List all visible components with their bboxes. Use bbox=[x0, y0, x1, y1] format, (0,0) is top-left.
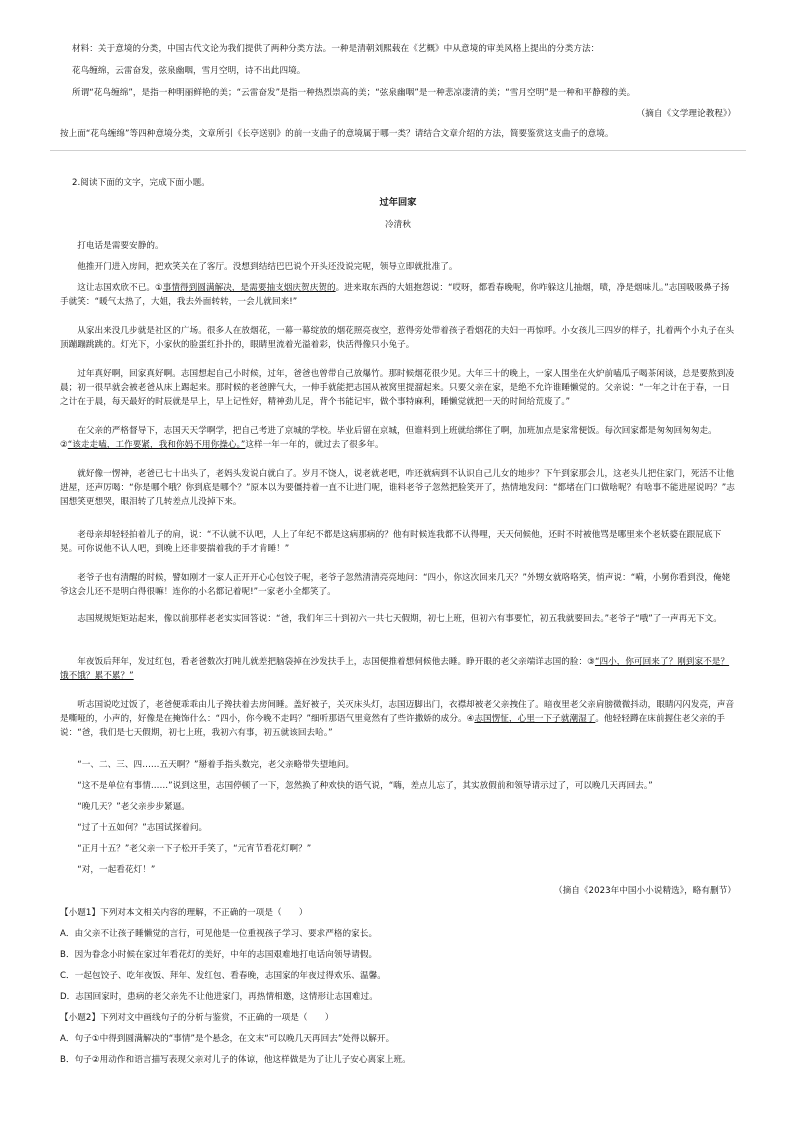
para-13: “一、二、三、四……五天啊？”掰着手指头数完，老父亲略带失望地问。 bbox=[77, 760, 355, 770]
question-2-stem: 【小题2】下列对文中画线句子的分析与鉴赏，不正确的一项是（ ） bbox=[60, 1013, 334, 1023]
section-divider bbox=[50, 150, 746, 151]
para-9: 老爷子也有清醒的时候，譬如刚才一家人正开开心心包饺子呢，老爷子忽然清清亮亮地问：“四小，你这次回来几天？”外甥女就咯咯笑，悄声说：“嗬，小舅你看到没，俺姥爷这会儿还不是明白得很嘛！连你的小名都记着呢!”一家老小全都笑了。 bbox=[60, 573, 731, 597]
question-1-stem: 【小题1】下列对本文相关内容的理解，不正确的一项是（ ） bbox=[60, 908, 308, 918]
para-5: 过年真好啊，回家真好啊。志国想起自己小时候，过年，爸爸也曾带自己放爆竹。那时候烟花很少见。大年三十的晚上，一家人围坐在火炉前嗑瓜子喝茶闲谈，总是要熬到凌晨；初一很早就会被老爸从床上踢起来。那时候的老爸脾气大，一伸手就能把志国从被窝里提溜起来。只要父亲在家，是绝不允许谁睡懒觉的。父亲说：“一年之计在于春，一日之计在于晨，每天最好的时辰就是早上，早上记性好，精神劲儿足，背个书能记牢，做个事特麻利，睡懒觉就把一天的时间给荒废了。” bbox=[60, 369, 735, 407]
underline-sentence-3: “四小，你可回来了？刚到家不是？饿不饿？累不累？” bbox=[60, 657, 730, 681]
para-4: 从家出来没几步就是社区的广场。很多人在放烟花，一幕一幕绽放的烟花照亮夜空，惹得旁处带着孩子看烟花的夫妇一再惊呼。小女孩儿三四岁的样子，扎着两个小丸子在头顶蹦蹦跳跳的。灯光下，小家伙的脸蛋红扑扑的，眼睛里流着光溢着彩，快活得像只小兔子。 bbox=[60, 326, 735, 350]
article-title: 过年回家 bbox=[379, 197, 417, 208]
para-10: 志国规规矩矩站起来，像以前那样老老实实回答说：“爸，我们年三十到初六一共七天假期，初七上班，但初六有事要忙，初五我就要回去。”老爷子“哦”了一声再无下文。 bbox=[77, 614, 722, 624]
question-2-option-a: A．句子①中得到圆满解决的“事情”是个悬念，在文末“可以晚几天再回去”处得以解开。 bbox=[60, 1034, 395, 1044]
para-8: 老母亲却轻轻拍着儿子的肩，说：“不认就不认吧，人上了年纪不都是这病那病的？他有时候连我都不认得哩，天天伺候他，还时不时被他骂是哪里来个老妖婆在跟屁底下晃。可你说他不认人吧，到晚上还非要揣着我的手才肯睡！” bbox=[60, 530, 722, 554]
para-18: “对，一起看花灯！” bbox=[77, 865, 156, 875]
question-1-option-b: B．因为眷念小时候在家过年看花灯的美好，中年的志国艰难地打电话向领导请假。 bbox=[60, 950, 378, 960]
section2-intro: 2.阅读下面的文字，完成下面小题。 bbox=[72, 178, 210, 188]
para-14: “这不是单位有事情……”说到这里，志国停顿了一下，忽然换了种欢快的语气说，“嗨，差点儿忘了，其实放假前和领导请示过了，可以晚几天再回去。” bbox=[77, 781, 653, 791]
material-source: （摘自《文学理论教程》） bbox=[636, 109, 736, 119]
para-3: 这让志国欢欣不已。①事情得到圆满解决，是需要抽支烟庆贺庆贺的。进来取东西的大姐抱怨说：“哎呀，都看春晚呢，你咋躲这儿抽烟，啧，净是烟味儿。”志国吸吸鼻子扬手就笑：“暖气太热了，大姐，我去外面转转，一会儿就回来!” bbox=[60, 283, 730, 307]
article-author: 冷清秋 bbox=[385, 220, 411, 230]
article-source: （摘自《2023年中国小小说精选》，略有删节） bbox=[553, 886, 736, 896]
underline-sentence-2: “该走走嗑，工作要紧，我和你妈不用你操心。” bbox=[67, 440, 246, 450]
underline-sentence-4: 志国愣怔，心里一下子就潮湿了 bbox=[474, 714, 596, 724]
para-15: “晚几天？”老父亲步步紧逼。 bbox=[77, 802, 190, 812]
question-1-option-d: D．志国回家时，患病的老父亲先不让他进家门，再热情相邀，这情形让志国难过。 bbox=[60, 992, 378, 1002]
para-1: 打电话是需要安静的。 bbox=[77, 241, 164, 251]
para-2: 他推开门进入房间，把欢笑关在了客厅。没想到结结巴巴说个开头还没说完呢，领导立即就批准了。 bbox=[77, 262, 458, 272]
material-intro: 材料：关于意境的分类，中国古代文论为我们提供了两种分类方法。一种是清朝刘熙载在《艺概》中从意境的审美风格上提出的分类方法： bbox=[72, 44, 600, 54]
material-question: 按上面“花鸟缠绵”等四种意境分类，文章所引《长亭送别》的前一支曲子的意境属于哪一类？请结合文章介绍的方法，简要鉴赏这支曲子的意境。 bbox=[60, 129, 614, 139]
para-17: “正月十五？”老父亲一下子松开手笑了，“元宵节看花灯啊？” bbox=[77, 844, 312, 854]
para-16: “过了十五如何？”志国试探着问。 bbox=[77, 823, 208, 833]
para-7: 就好像一愣神，老爸已七十出头了，老妈头发说白就白了。岁月不饶人，说老就老吧，咋还就病到不认识自己儿女的地步？下午到家那会儿，这老头儿把住家门，死活不让他进屋，还声厉喝：“你是哪个哦？你到底是哪个？”原本以为要僵持着一直不让进门呢，谁料老爷子忽然把脸笑开了，热情地发问：“都堵在门口做啥呢？有啥事不能进屋说吗？”志国想笑更想哭，眼泪转了几转差点儿没掉下来。 bbox=[60, 469, 735, 507]
para-6: 在父亲的严格督导下，志国天天学啊学，把自己考进了京城的学校。毕业后留在京城，但谁料到上班就给绑住了啊，加班加点是家常便饭。每次回家都是匆匆回匆匆走。②“该走走嗑，工作要紧，我和你妈不用你操心。”这样一年一年的，就过去了很多年。 bbox=[60, 426, 717, 450]
material-explanation: 所谓“花鸟缠绵”，是指一种明丽鲜艳的美；“云雷奋发”是指一种热烈崇高的美；“弦泉幽咽”是一种悲凉凄清的美；“雪月空明”是一种和平静穆的美。 bbox=[72, 88, 636, 98]
para-12: 听志国说吃过饭了，老爸便乖乖由儿子搀扶着去房间睡。盖好被子，关灭床头灯，志国迈脚出门，衣襟却被老父亲拽住了。暗夜里老父亲肩膀微微抖动，眼睛闪闪发亮，声音是嘶哑的，小声的，好像是在掩饰什么：“四小，你今晚不走吗？”细听那语气里竟然有了些许撒娇的成分。④志国愣怔，心里一下子就潮湿了。他轻轻蹲在床前握住老父亲的手说：“爸，我们是七天假期，初七上班，我初六有事，初五就该回去哈。” bbox=[60, 700, 735, 738]
para-11: 年夜饭后拜年，发过红包，看老爸数次打盹儿就差把脑袋掉在沙发扶手上，志国便推着想伺候他去睡。睁开眼的老父亲端详志国的脸：③“四小，你可回来了？刚到家不是？饿不饿？累不累？” bbox=[60, 657, 730, 681]
question-1-option-c: C．一起包饺子、吃年夜饭、拜年、发红包、看春晚，志国家的年夜过得欢乐、温馨。 bbox=[60, 971, 386, 981]
question-2-option-b: B．句子②用动作和语言描写表现父亲对儿子的体谅，他这样做是为了让儿子安心离家上班。 bbox=[60, 1055, 411, 1065]
underline-sentence-1: 事情得到圆满解决，是需要抽支烟庆贺庆贺的 bbox=[162, 283, 336, 293]
material-quote: 花鸟缠绵，云雷奋发，弦泉幽咽，雪月空明，诗不出此四境。 bbox=[72, 66, 306, 76]
question-1-option-a: A．由父亲不让孩子睡懒觉的言行，可见他是一位重视孩子学习、要求严格的家长。 bbox=[60, 929, 378, 939]
